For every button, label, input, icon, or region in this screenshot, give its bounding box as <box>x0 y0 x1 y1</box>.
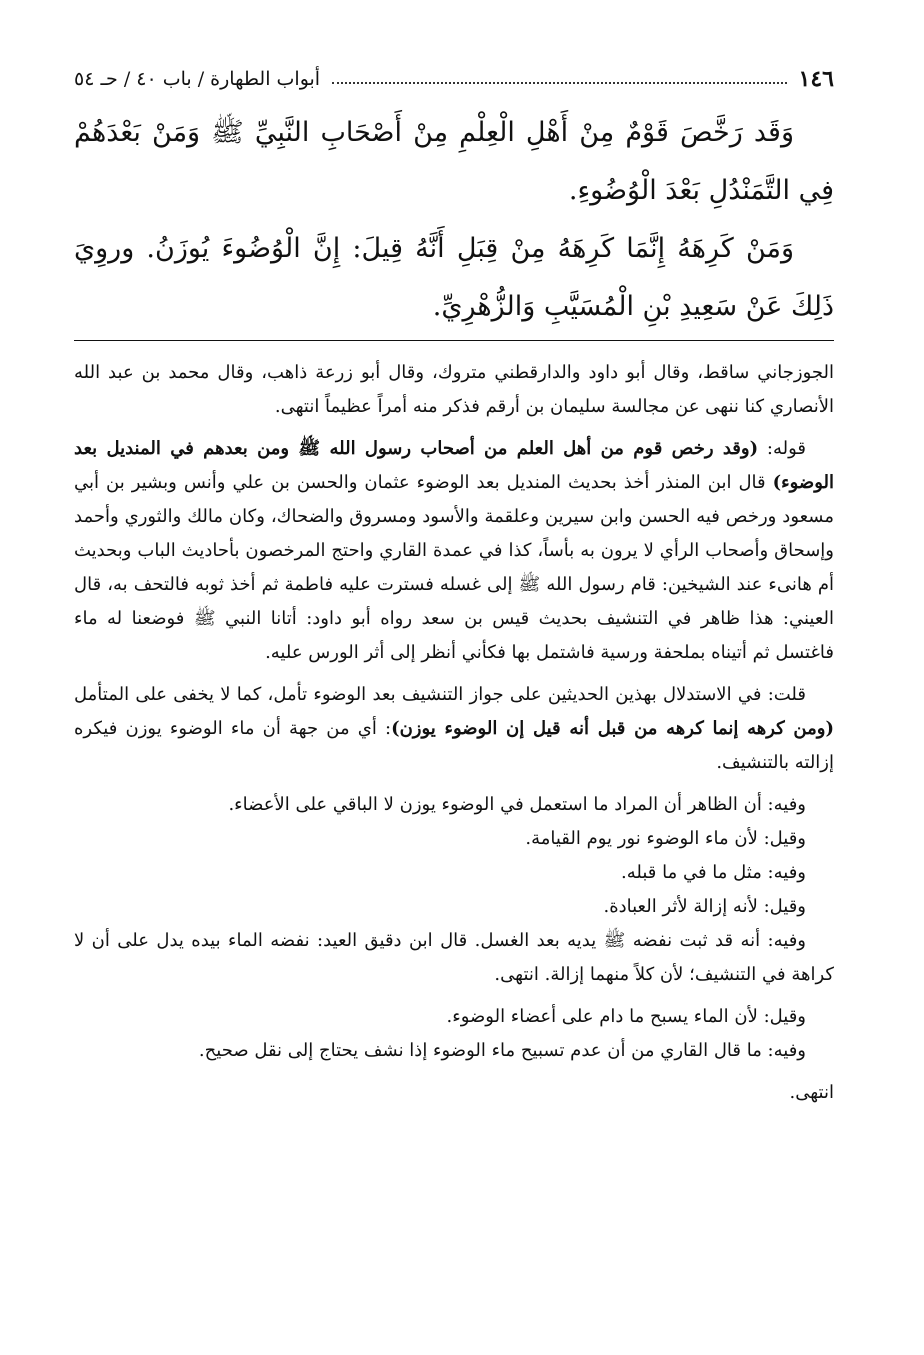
header-dotted-leader <box>332 82 786 84</box>
list-item: وفيه: مثل ما في ما قبله. <box>621 862 806 883</box>
main-text <box>74 104 834 336</box>
commentary-paragraph-2 <box>74 432 834 670</box>
main-paragraph-1: وَقَد رَخَّصَ قَوْمٌ مِنْ أَهْلِ الْعِلْمِ مِنْ أَصْحَابِ النَّبِيِّ ﷺ وَمَنْ بَعْدَهُمْ فِي التَّمَنْدُلِ بَعْدَ الْوُضُوءِ. <box>74 117 834 206</box>
commentary-body: : أي من جهة أن ماء الوضوء يوزن فيكره إزالته بالتنشيف. <box>74 718 834 773</box>
main-paragraph-2: وَمَنْ كَرِهَهُ إِنَّمَا كَرِهَهُ مِنْ قِبَلِ أَنَّهُ قِيلَ: إِنَّ الْوُضُوءَ يُوزَنُ. وروِيَ ذَلِكَ عَنْ سَعِيدِ بْنِ الْمُسَيَّبِ وَالزُّهْرِيِّ. <box>74 233 834 322</box>
running-title: أبواب الطهارة / باب ٤٠ / حـ ٥٤ <box>74 68 321 90</box>
closing-word: انتهى. <box>789 1082 834 1103</box>
quoted-matn: (ومن كرهه إنما كرهه من قبل أنه قيل إن الوضوء يوزن) <box>391 718 834 739</box>
footnote-separator <box>74 340 834 341</box>
running-header <box>74 62 834 96</box>
commentary-body: قال ابن المنذر أخذ بحديث المنديل بعد الوضوء عثمان والحسن بن علي وأنس وبشير بن أبي مسعود ورخص فيه الحسن وابن سيرين وعلقمة والأسود ومسروق والضحاك، وكان مالك والثوري وأحمد وإسحاق وأصحاب الرأي لا يرون به بأساً، كذا في عمدة القاري واحتج المرخصون بأحاديث الباب وبحديث أم هانىء عند الشيخين: قام رسول الله ﷺ إلى غسله فسترت عليه فاطمة ثم أخذ ثوبه فالتحف به، قال العيني: هذا ظاهر في التنشيف بحديث قيس بن سعد رواه أبو داود: أتانا النبي ﷺ فوضعنا له ماء فاغتسل ثم أتيناه بملحفة ورسية فاشتمل بها فكأني أنظر إلى أثر الورس عليه. <box>74 472 834 663</box>
list-item: وفيه: أنه قد ثبت نفضه ﷺ يديه بعد الغسل. قال ابن دقيق العيد: نفضه الماء بيده يدل على أن لا كراهة في التنشيف؛ لأن كلاً منهما إزالة. انتهى. <box>74 930 834 985</box>
commentary-lead: قوله: <box>758 438 806 459</box>
list-item: وفيه: أن الظاهر أن المراد ما استعمل في الوضوء يوزن لا الباقي على الأعضاء. <box>228 794 806 815</box>
commentary-paragraph-1: الجوزجاني ساقط، وقال أبو داود والدارقطني متروك، وقال أبو زرعة ذاهب، وقال محمد بن عبد الله الأنصاري كنا ننهى عن مجالسة سليمان بن أرقم فذكر منه أمراً عظيماً انتهى. <box>74 362 834 417</box>
commentary <box>74 356 834 1110</box>
quoted-matn: (وقد رخص قوم من أهل العلم من أصحاب رسول الله ﷺ ومن بعدهم في المنديل بعد الوضوء) <box>74 438 834 493</box>
list-item: وقيل: لأن ماء الوضوء نور يوم القيامة. <box>525 828 806 849</box>
page-number: ١٤٦ <box>798 66 834 92</box>
commentary-lead: قلت: في الاستدلال بهذين الحديثين على جواز التنشيف بعد الوضوء تأمل، كما لا يخفى على المتأمل <box>74 684 806 705</box>
list-item: وقيل: لأنه إزالة لأثر العبادة. <box>603 896 806 917</box>
list-item: وقيل: لأن الماء يسبح ما دام على أعضاء الوضوء. <box>446 1006 806 1027</box>
commentary-paragraph-3 <box>74 678 834 780</box>
list-item: وفيه: ما قال القاري من أن عدم تسبيح ماء الوضوء إذا نشف يحتاج إلى نقل صحيح. <box>198 1040 806 1061</box>
